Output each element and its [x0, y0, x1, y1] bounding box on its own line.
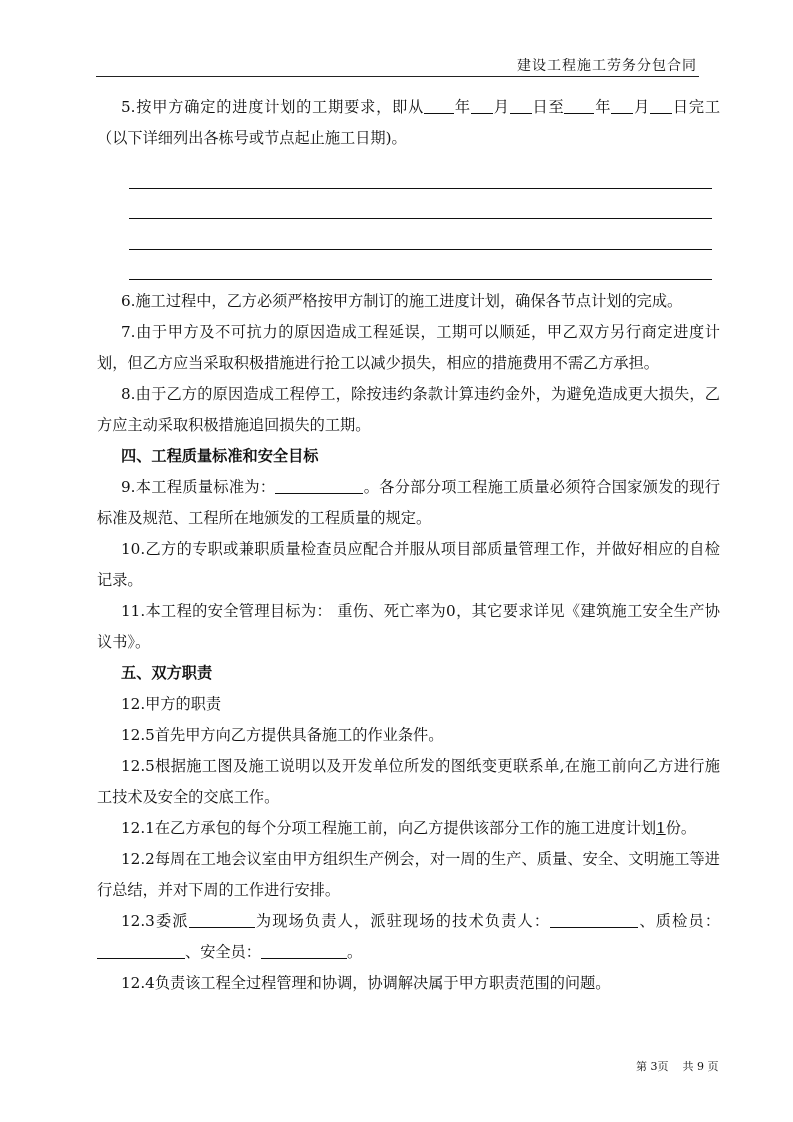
blank-site-manager[interactable]	[189, 913, 255, 928]
clause-12-5-a: 12.5首先甲方向乙方提供具备施工的作业条件。	[121, 726, 444, 744]
document-body	[97, 92, 720, 999]
blank-line[interactable]	[129, 189, 712, 220]
clause-9: 9.本工程质量标准为： 。各分部分项工程施工质量必须符合国家颁发的现行标准及规范、工程所在地颁发的工程质量的规定。	[97, 478, 721, 527]
blank-quality-standard[interactable]	[275, 479, 363, 494]
section-heading-4: 四、工程质量标准和安全目标	[121, 447, 319, 465]
header-title: 建设工程施工劳务分包合同	[517, 58, 697, 74]
blank-safety-officer[interactable]	[261, 944, 347, 959]
section-heading-5: 五、双方职责	[121, 664, 213, 682]
clause-12-4: 12.4负责该工程全过程管理和协调，协调解决属于甲方职责范围的问题。	[121, 974, 611, 992]
blank-start-day[interactable]	[510, 99, 532, 114]
clause-12-5-b: 12.5根据施工图及施工说明以及开发单位所发的图纸变更联系单,在施工前向乙方进行施工技术及安全的交底工作。	[97, 757, 720, 806]
clause-11: 11.本工程的安全管理目标为： 重伤、死亡率为0，其它要求详见《建筑施工安全生产协议书》。	[97, 602, 720, 651]
clause-5: 5.按甲方确定的进度计划的工期要求，即从 年 月 日至 年 月 日完工（以下详细列出各栋号或节点起止施工日期)。	[97, 98, 721, 147]
blank-technical-lead[interactable]	[550, 913, 638, 928]
blank-end-day[interactable]	[650, 99, 672, 114]
blank-line[interactable]	[129, 158, 712, 189]
plan-copies-count: 1	[656, 819, 666, 837]
clause-8: 8.由于乙方的原因造成工程停工，除按违约条款计算违约金外，为避免造成更大损失，乙方应主动采取积极措施追回损失的工期。	[97, 385, 720, 434]
blank-end-month[interactable]	[611, 99, 633, 114]
blank-quality-inspector[interactable]	[97, 944, 185, 959]
blank-start-year[interactable]	[424, 99, 454, 114]
page-header	[96, 52, 699, 77]
clause-6: 6.施工过程中，乙方必须严格按甲方制订的施工进度计划，确保各节点计划的完成。	[121, 292, 683, 310]
clause-7: 7.由于甲方及不可抗力的原因造成工程延误，工期可以顺延，甲乙双方另行商定进度计划，但乙方应当采取积极措施进行抢工以减少损失，相应的措施费用不需乙方承担。	[97, 323, 720, 372]
schedule-blank-lines	[97, 158, 720, 280]
clause-12-1: 12.1在乙方承包的每个分项工程施工前，向乙方提供该部分工作的施工进度计划1份。	[121, 819, 697, 837]
blank-line[interactable]	[129, 250, 712, 281]
page-number: 第 3页 共 9 页	[636, 1060, 719, 1073]
clause-12-2: 12.2每周在工地会议室由甲方组织生产例会，对一周的生产、质量、安全、文明施工等进行总结，并对下周的工作进行安排。	[97, 850, 720, 899]
blank-line[interactable]	[129, 219, 712, 250]
blank-end-year[interactable]	[564, 99, 594, 114]
blank-start-month[interactable]	[471, 99, 493, 114]
clause-10: 10.乙方的专职或兼职质量检查员应配合并服从项目部质量管理工作，并做好相应的自检记录。	[97, 540, 720, 589]
clause-12: 12.甲方的职责	[121, 695, 222, 713]
clause-12-3: 12.3委派 为现场负责人，派驻现场的技术负责人： 、质检员：、安全员： 。	[97, 906, 720, 968]
